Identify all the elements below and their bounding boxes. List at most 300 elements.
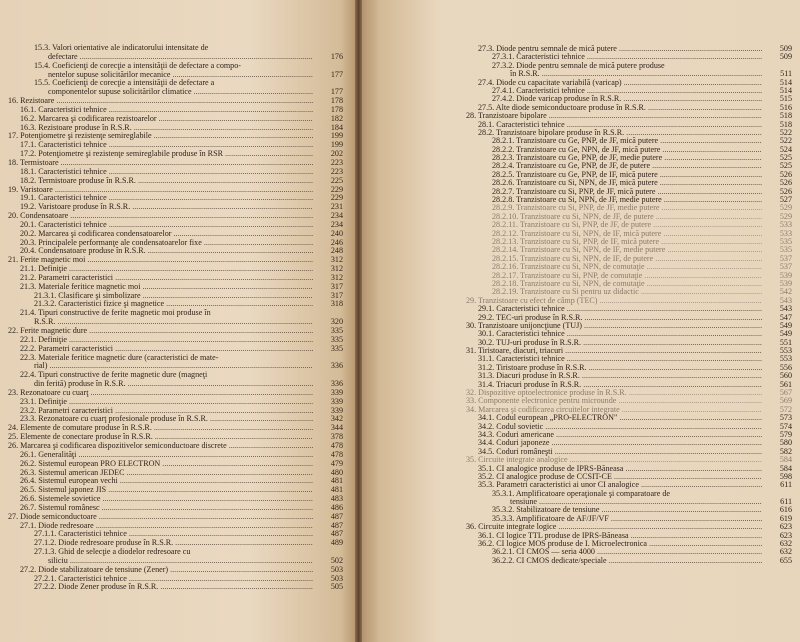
toc-entry — [466, 137, 792, 145]
toc-entry — [8, 539, 343, 548]
toc-entry-title: 35.3.2. Stabilizatoare de tensiune ..... — [466, 506, 762, 514]
toc-entry-title: 19. Varistoare ..... — [8, 186, 313, 195]
toc-entry-title: 19.1. Caracteristici tehnice ..... — [8, 194, 313, 203]
toc-entry-title: 27.3.2. Diode pentru semnale de mică putere produse — [492, 61, 665, 70]
toc-entry-title: 36. Circuite integrate logice ..... — [466, 523, 762, 531]
toc-entry-title: tensiune ..... — [466, 498, 762, 506]
toc-entry-title: 20.3. Principalele performanţe ale condensatoarelor fixe ..... — [8, 239, 313, 248]
toc-page-number: 655 — [779, 556, 792, 565]
toc-page-number: 632 — [779, 540, 792, 549]
toc-entry — [8, 212, 343, 221]
toc-page-number: 478 — [330, 441, 343, 450]
toc-entry — [8, 53, 343, 62]
toc-entry-title: 30.1. Caracteristici tehnice ..... — [466, 330, 762, 338]
toc-entry-title: 27.2.1. Caracteristici tehnice ..... — [8, 575, 313, 584]
toc-entry — [466, 305, 792, 313]
toc-entry — [466, 263, 792, 271]
toc-entry-title: 18.2. Termistoare produse în R.S.R. ..... — [8, 177, 313, 186]
toc-entry — [466, 557, 792, 565]
toc-entry-title: 32. Dispozitive optoelectronice produse în R.S.R. ..... — [466, 389, 762, 397]
toc-entry-title: 26.1. Generalităţi ..... — [8, 451, 313, 460]
toc-entry — [8, 451, 343, 460]
toc-entry — [466, 221, 792, 229]
toc-page-number: 518 — [779, 120, 792, 129]
toc-entry-title: din ferită) produse în R.S.R. ..... — [8, 380, 313, 389]
toc-entry — [8, 292, 343, 301]
toc-entry — [8, 309, 343, 318]
toc-entry-title: 27.4.1. Caracteristici tehnice ..... — [466, 87, 762, 95]
toc-entry-title: 22.2. Parametri caracteristici ..... — [8, 345, 313, 354]
toc-entry — [466, 188, 792, 196]
toc-entry — [466, 372, 792, 380]
toc-entry-title: componentelor supuse solicitărilor climatice ..... — [8, 88, 313, 97]
toc-entry-title: 28.2.1. Tranzistoare cu Ge, PNP, de JF, mică putere ..... — [466, 137, 762, 145]
toc-page-number: 514 — [779, 86, 792, 95]
toc-page-number: 344 — [330, 424, 343, 433]
toc-entry-title: 16.3. Rezistoare produse în R.S.R. ..... — [8, 124, 313, 133]
toc-entry — [8, 230, 343, 239]
toc-entry — [8, 530, 343, 539]
toc-entry — [466, 481, 792, 489]
toc-page-number: 223 — [330, 158, 343, 167]
toc-entry-title: 22. Ferite magnetic dure ..... — [8, 327, 313, 336]
toc-page-number: 339 — [330, 406, 343, 415]
toc-entry-title: 26.6. Sistemele sovietice ..... — [8, 495, 313, 504]
toc-entry — [8, 513, 343, 522]
toc-entry-title: 34. Marcarea şi codificarea circuitelor integrate ..... — [466, 406, 762, 414]
toc-page-number: 487 — [330, 512, 343, 521]
toc-entry — [8, 433, 343, 442]
toc-entry-title: 26. Marcarea şi codificarea dispozitivelor semiconductoare discrete ..... — [8, 442, 313, 451]
toc-page-number: 572 — [779, 405, 792, 414]
toc-page-number: 522 — [779, 128, 792, 137]
toc-entry-title: 17.2. Potenţiometre şi rezistenţe semireglabile produse în RSR ..... — [8, 150, 313, 159]
toc-page-number: 522 — [779, 137, 792, 146]
toc-entry — [8, 62, 343, 71]
toc-page-number: 529 — [779, 212, 792, 221]
toc-entry-title: 20.1. Caracteristici tehnice ..... — [8, 221, 313, 230]
toc-page-number: 342 — [330, 415, 343, 424]
toc-page-number: 619 — [779, 514, 792, 523]
toc-entry-title: 22.1. Definiţie ..... — [8, 336, 313, 345]
toc-page-number: 225 — [330, 176, 343, 185]
toc-page-number: 202 — [330, 150, 343, 159]
toc-entry — [466, 389, 792, 397]
toc-page-number: 339 — [330, 397, 343, 406]
toc-page-number: 543 — [779, 296, 792, 305]
toc-entry-title: 28.2.8. Tranzistoare cu Si, NPN, de JF, medie putere ..... — [466, 196, 762, 204]
toc-page-number: 335 — [330, 335, 343, 344]
toc-page-number: 489 — [330, 539, 343, 548]
toc-page-number: 515 — [779, 95, 792, 104]
toc-page-number: 560 — [779, 372, 792, 381]
toc-entry-title: rial) ..... — [8, 362, 313, 371]
toc-entry-title: 28.2.6. Tranzistoare cu Si, NPN, de JF, mică putere ..... — [466, 179, 762, 187]
toc-page-number: 480 — [330, 468, 343, 477]
toc-entry-title: 16. Rezistoare ..... — [8, 97, 313, 106]
toc-entry-title: 28. Tranzistoare bipolare ..... — [466, 112, 762, 120]
toc-entry-title: 28.1. Caracteristici tehnice ..... — [466, 121, 762, 129]
toc-entry — [8, 380, 343, 389]
toc-entry-title: 28.2. Tranzistoare bipolare produse în R.S.R. ..... — [466, 129, 762, 137]
toc-page-number: 611 — [780, 498, 792, 507]
toc-page-number: 312 — [330, 256, 343, 265]
toc-page-number: 481 — [330, 486, 343, 495]
toc-entry — [8, 557, 343, 566]
toc-page-number: 539 — [779, 279, 792, 288]
toc-entry-title: 26.2. Sistemul european PRO ELECTRON ..... — [8, 460, 313, 469]
toc-entry-title: 27.5. Alte diode semiconductoare produse în R.S.R. ..... — [466, 104, 762, 112]
toc-entry-title: 35.1. CI analogice produse de IPRS-Băneasa ..... — [466, 465, 762, 473]
toc-entry-title: 30.2. TUJ-uri produse în R.S.R. ..... — [466, 339, 762, 347]
toc-entry-title: 31.4. Triacuri produse în R.S.R. ..... — [466, 381, 762, 389]
toc-entry — [8, 522, 343, 531]
toc-entry — [8, 371, 343, 380]
toc-page-number: 547 — [779, 313, 792, 322]
toc-entry — [8, 97, 343, 106]
toc-page-number: 579 — [779, 430, 792, 439]
toc-entry-title: 17. Potenţiometre şi rezistenţe semireglabile ..... — [8, 132, 313, 141]
toc-entry-title: 21.4. Tipuri constructive de ferite magnetic moi produse în — [20, 309, 211, 318]
toc-entry — [466, 423, 792, 431]
toc-page-number: 509 — [779, 53, 792, 62]
toc-page-number: 505 — [330, 583, 343, 592]
toc-page-number: 537 — [779, 254, 792, 263]
toc-page-number: 317 — [330, 291, 343, 300]
toc-entry — [466, 53, 792, 61]
toc-page-number: 553 — [779, 355, 792, 364]
toc-entry-title: 28.2.5. Tranzistoare cu Ge, PNP, de IF, mică putere ..... — [466, 171, 762, 179]
toc-page-number: 502 — [330, 556, 343, 565]
toc-entry-title: 15.5. Coeficienţi de corecţie a intensităţii de defectare a — [34, 79, 215, 88]
toc-page-number: 487 — [330, 521, 343, 530]
toc-entry — [466, 322, 792, 330]
toc-entry-title: 26.5. Sistemul japonez JIS ..... — [8, 486, 313, 495]
toc-entry — [466, 246, 792, 254]
toc-page-number: 567 — [779, 389, 792, 398]
toc-entry-title: 35.3.3. Amplificatoare de AF/JF/VF ..... — [466, 515, 762, 523]
toc-entry-title: 35. Circuite integrate analogice ..... — [466, 456, 762, 464]
toc-entry — [466, 406, 792, 414]
toc-page-number: 199 — [330, 141, 343, 150]
toc-page-number: 549 — [779, 330, 792, 339]
toc-entry-title: defectare ..... — [8, 53, 313, 62]
toc-entry — [8, 186, 343, 195]
toc-entry — [8, 477, 343, 486]
toc-entry — [8, 150, 343, 159]
toc-page-number: 336 — [330, 380, 343, 389]
toc-entry — [466, 238, 792, 246]
toc-entry-title: 26.4. Sistemul european vechi ..... — [8, 477, 313, 486]
toc-page-number: 479 — [330, 459, 343, 468]
toc-entry-title: 23.1. Definiţie ..... — [8, 398, 313, 407]
toc-entry-title: 17.1. Caracteristici tehnice ..... — [8, 141, 313, 150]
toc-entry — [466, 121, 792, 129]
toc-entry-title: 28.2.15. Tranzistoare cu Si, NPN, de IF, de putere ..... — [466, 255, 762, 263]
toc-entry-title: 20.4. Condensatoare produse în R.S.R. ..... — [8, 247, 313, 256]
toc-entry — [8, 247, 343, 256]
toc-entry — [466, 473, 792, 481]
toc-page-number: 573 — [779, 414, 792, 423]
toc-entry — [466, 87, 792, 95]
toc-entry — [466, 439, 792, 447]
toc-entry-title: 28.2.9. Tranzistoare cu Si, PNP, de JF, medie putere ..... — [466, 204, 762, 212]
toc-entry — [8, 221, 343, 230]
toc-entry-title: 27.2. Diode stabilizatoare de tensiune (Zener) ..... — [8, 566, 313, 575]
toc-entry — [8, 115, 343, 124]
toc-page-number: 537 — [779, 263, 792, 272]
toc-page-number: 318 — [330, 300, 343, 309]
toc-entry — [466, 104, 792, 112]
toc-page-number: 178 — [330, 97, 343, 106]
toc-entry-title: 36.2.1. CI CMOS — seria 4000 ..... — [466, 548, 762, 556]
toc-entry — [8, 548, 343, 557]
toc-page-number: 598 — [779, 472, 792, 481]
toc-entry — [466, 204, 792, 212]
toc-entry-title: 23.3. Rezonatoare cu cuarţ profesionale produse în R.S.R. ..... — [8, 415, 313, 424]
toc-entry-title: 26.7. Sistemul românesc ..... — [8, 504, 313, 513]
toc-entry — [466, 162, 792, 170]
toc-entry-title: 21.3.1. Clasificare şi simbolizare ..... — [8, 292, 313, 301]
toc-page-number: 549 — [779, 321, 792, 330]
toc-page-number: 246 — [330, 238, 343, 247]
toc-entry — [8, 106, 343, 115]
toc-page-number: 312 — [330, 265, 343, 274]
toc-entry — [8, 389, 343, 398]
toc-page-number: 335 — [330, 327, 343, 335]
toc-entry-title: 28.2.7. Tranzistoare cu Si, PNP, de JF, mică putere ..... — [466, 188, 762, 196]
toc-page-number: 580 — [779, 439, 792, 448]
toc-entry — [8, 345, 343, 354]
toc-entry — [466, 297, 792, 305]
toc-entry — [8, 265, 343, 274]
toc-entry-title: 28.2.16. Tranzistoare cu Si, NPN, de comutaţie ..... — [466, 263, 762, 271]
toc-entry — [466, 364, 792, 372]
toc-page-number: 184 — [330, 123, 343, 132]
toc-entry-title: 29.2. TEC-uri produse în R.S.R. ..... — [466, 314, 762, 322]
left-page — [0, 0, 355, 642]
toc-entry — [466, 154, 792, 162]
toc-entry-title: 27.1. Diode redresoare ..... — [8, 522, 313, 531]
toc-entry — [466, 540, 792, 548]
toc-page-number: 623 — [779, 531, 792, 540]
toc-entry — [466, 431, 792, 439]
toc-entry — [466, 255, 792, 263]
toc-page-number: 524 — [779, 145, 792, 154]
toc-entry-title: 33. Componente electronice pentru microunde ..... — [466, 397, 762, 405]
toc-entry-title: 18. Termistoare ..... — [8, 159, 313, 168]
toc-page-number: 561 — [779, 380, 792, 389]
toc-page-number: 336 — [330, 362, 343, 371]
toc-entry-title: 28.2.10. Tranzistoare cu Si, NPN, de JF, de putere ..... — [466, 213, 762, 221]
toc-page-number: 526 — [779, 187, 792, 196]
toc-entry-title: 35.2. CI analogice produse de CCSIT-CE ..... — [466, 473, 762, 481]
toc-page-number: 240 — [330, 229, 343, 238]
toc-list-right — [466, 45, 792, 565]
toc-page-number: 553 — [779, 347, 792, 356]
toc-page-number: 529 — [779, 204, 792, 213]
toc-page-number: 177 — [330, 70, 343, 79]
toc-entry — [466, 112, 792, 120]
toc-entry — [8, 575, 343, 584]
toc-page-number: 503 — [330, 574, 343, 583]
toc-entry — [8, 495, 343, 504]
toc-entry-title: 15.4. Coeficienţi de corecţie a intensităţii de defectare a compo- — [34, 61, 241, 70]
toc-entry — [466, 79, 792, 87]
toc-entry-title: 31.2. Tiristoare produse în R.S.R. ..... — [466, 364, 762, 372]
toc-entry — [8, 486, 343, 495]
toc-entry — [466, 506, 792, 514]
toc-entry-title: 27.3.1. Caracteristici tehnice ..... — [466, 53, 762, 61]
toc-entry — [466, 314, 792, 322]
toc-page-number: 556 — [779, 363, 792, 372]
toc-entry-title: 31.1. Caracteristici tehnice ..... — [466, 355, 762, 363]
toc-entry — [8, 300, 343, 309]
toc-entry — [466, 95, 792, 103]
toc-entry-title: 28.2.2. Tranzistoare cu Ge, NPN, de JF, mică putere ..... — [466, 146, 762, 154]
toc-entry-title: 21. Ferite magnetic moi ..... — [8, 256, 313, 265]
toc-entry — [466, 272, 792, 280]
toc-entry — [8, 424, 343, 433]
toc-entry-title: 22.4. Tipuri constructive de ferite magnetic dure (magneţi — [20, 371, 208, 380]
toc-entry — [8, 177, 343, 186]
toc-page-number: 486 — [330, 503, 343, 512]
toc-entry-title: 36.2. CI logice MOS produse de I. Microelectronica ..... — [466, 540, 762, 548]
toc-entry-title: 34.4. Coduri japoneze ..... — [466, 439, 762, 447]
toc-list-left — [8, 44, 343, 592]
toc-entry-title: 35.3. Parametri caracteristici ai unor CI analogice ..... — [466, 481, 762, 489]
toc-entry — [466, 498, 792, 506]
toc-page-number: 231 — [330, 203, 343, 212]
toc-entry — [466, 448, 792, 456]
toc-page-number: 542 — [779, 288, 792, 297]
toc-entry — [8, 583, 343, 592]
book-gutter — [355, 0, 362, 642]
toc-page-number: 582 — [779, 447, 792, 456]
toc-page-number: 543 — [779, 305, 792, 314]
toc-entry — [8, 442, 343, 451]
toc-entry — [466, 532, 792, 540]
toc-page-number: 526 — [779, 179, 792, 188]
toc-entry — [8, 71, 343, 80]
toc-page-number: 199 — [330, 132, 343, 141]
toc-page-number: 339 — [330, 388, 343, 397]
toc-entry — [8, 283, 343, 292]
toc-entry — [8, 79, 343, 88]
toc-entry — [466, 70, 792, 78]
toc-page-number: 611 — [780, 481, 792, 490]
toc-page-number: 478 — [330, 450, 343, 459]
toc-page-number: 335 — [330, 344, 343, 353]
toc-entry-title: 27.1.3. Ghid de selecţie a diodelor redresoare cu — [34, 548, 191, 557]
toc-entry — [8, 132, 343, 141]
toc-entry — [8, 407, 343, 416]
toc-entry — [8, 194, 343, 203]
toc-page-number: 535 — [779, 237, 792, 246]
toc-entry — [466, 288, 792, 296]
toc-page-number: 223 — [330, 167, 343, 176]
toc-entry — [466, 330, 792, 338]
toc-entry-title: 18.1. Caracteristici tehnice ..... — [8, 168, 313, 177]
toc-page-number: 182 — [330, 114, 343, 123]
toc-entry — [466, 146, 792, 154]
toc-entry — [466, 213, 792, 221]
toc-entry-title: 28.2.19. Tranzistoare cu Si pentru uz didactic ..... — [466, 288, 762, 296]
toc-entry — [8, 415, 343, 424]
toc-entry-title: siliciu ..... — [8, 557, 313, 566]
right-page — [362, 0, 800, 642]
toc-entry-title: 27. Diode semiconductoare ..... — [8, 513, 313, 522]
toc-entry — [8, 88, 343, 97]
toc-entry — [8, 504, 343, 513]
toc-page-number: 234 — [330, 212, 343, 221]
toc-entry-title: 25. Elemente de conectare produse în R.S.R. ..... — [8, 433, 313, 442]
toc-entry-title: nentelor supuse solicitărilor mecanice ..... — [8, 71, 313, 80]
toc-entry — [466, 414, 792, 422]
toc-page-number: 483 — [330, 495, 343, 504]
toc-entry — [8, 318, 343, 327]
toc-entry-title: 24. Elemente de comutare produse în R.S.R. ..... — [8, 424, 313, 433]
toc-page-number: 503 — [330, 565, 343, 574]
toc-page-number: 234 — [330, 220, 343, 229]
toc-entry — [466, 456, 792, 464]
toc-entry-title: 22.3. Materiale feritice magnetic dure (caracteristici de mate- — [20, 353, 219, 362]
toc-page-number: 312 — [330, 273, 343, 282]
toc-entry-title: 34.3. Coduri americane ..... — [466, 431, 762, 439]
toc-entry-title: R.S.R. ..... — [8, 318, 313, 327]
toc-entry — [466, 45, 792, 53]
toc-page-number: 511 — [780, 70, 792, 79]
toc-entry-title: 27.4.2. Diode varicap produse în R.S.R. ..... — [466, 95, 762, 103]
toc-page-number: 509 — [779, 45, 792, 53]
toc-page-number: 481 — [330, 477, 343, 486]
toc-entry — [466, 171, 792, 179]
toc-entry-title: 26.3. Sistemul american JEDEC ..... — [8, 469, 313, 478]
toc-entry-title: 28.2.18. Tranzistoare cu Si, NPN, de comutaţie ..... — [466, 280, 762, 288]
toc-entry — [466, 280, 792, 288]
toc-entry-title: 27.1.2. Diode redresoare produse în R.S.R. ..... — [8, 539, 313, 548]
toc-entry-title: 36.2.2. CI CMOS dedicate/speciale ..... — [466, 557, 762, 565]
toc-entry — [8, 239, 343, 248]
toc-entry — [8, 362, 343, 371]
toc-page-number: 526 — [779, 170, 792, 179]
toc-page-number: 518 — [779, 112, 792, 121]
toc-entry — [8, 168, 343, 177]
toc-entry — [466, 515, 792, 523]
toc-entry — [8, 141, 343, 150]
toc-page-number: 632 — [779, 548, 792, 557]
toc-entry-title: 28.2.13. Tranzistoare cu Si, PNP, de IF, mică putere ..... — [466, 238, 762, 246]
toc-page-number: 229 — [330, 185, 343, 194]
toc-page-number: 525 — [779, 154, 792, 163]
toc-entry-title: 21.3. Materiale feritice magnetic moi ..... — [8, 283, 313, 292]
toc-page-number: 378 — [330, 433, 343, 442]
toc-page-number: 584 — [779, 456, 792, 465]
toc-entry-title: 34.5. Coduri româneşti ..... — [466, 448, 762, 456]
toc-entry — [8, 566, 343, 575]
toc-page-number: 535 — [779, 246, 792, 255]
toc-entry-title: 19.2. Varistoare produse în R.S.R. ..... — [8, 203, 313, 212]
toc-page-number: 176 — [330, 52, 343, 61]
toc-entry — [466, 196, 792, 204]
toc-entry-title: 31. Tiristoare, diacuri, triacuri ..... — [466, 347, 762, 355]
toc-entry — [8, 44, 343, 53]
toc-entry-title: 29. Tranzistoare cu efect de câmp (TEC) ..... — [466, 297, 762, 305]
toc-entry — [8, 203, 343, 212]
toc-entry-title: 23.2. Parametri caracteristici ..... — [8, 407, 313, 416]
toc-page-number: 551 — [779, 338, 792, 347]
toc-entry-title: 23. Rezonatoare cu cuarţ ..... — [8, 389, 313, 398]
